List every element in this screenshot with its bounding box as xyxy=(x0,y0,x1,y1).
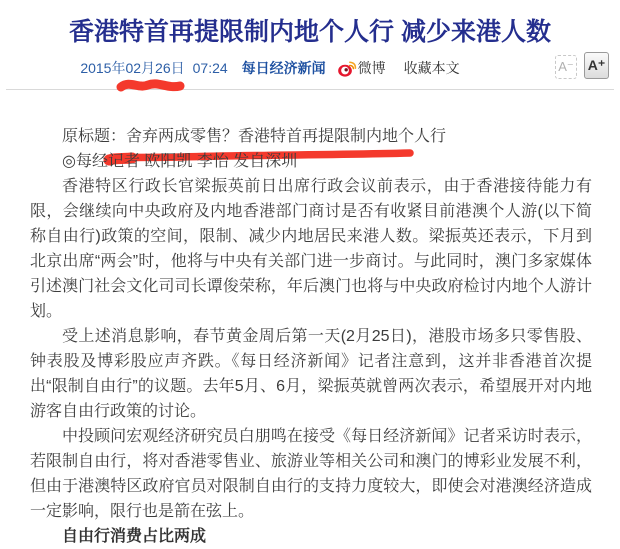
font-decrease-button[interactable]: A⁻ xyxy=(555,55,577,79)
weibo-share-button[interactable] xyxy=(338,58,386,78)
font-size-controls xyxy=(555,52,609,79)
article-title: 香港特首再提限制内地个人行 减少来港人数 xyxy=(69,18,551,46)
article-body xyxy=(30,124,592,549)
article-paragraph: 香港特区行政长官梁振英前日出席行政会议前表示，由于香港接待能力有限，会继续向中央政府及内地香港部门商讨是否有收紧目前港澳个人游(以下简称自由行)政策的空间，限制、减少内地居民来港人数。梁振英还表示，下月到北京出席“两会”时，他将与中央有关部门进一步商讨。与此同时，澳门多家媒体引述澳门社会文化司司长谭俊荣称，年后澳门也将与中央政府检讨内地个人游计划。 xyxy=(30,178,592,320)
article-paragraph: 中投顾问宏观经济研究员白朋鸣在接受《每日经济新闻》记者采访时表示，若限制自由行，将对香港零售业、旅游业等相关公司和澳门的博彩业发展不利，但由于港澳特区政府官员对限制自由行的支持力度较大，即使会对港澳经济造成一定影响，限行也是箭在弦上。 xyxy=(30,428,592,520)
weibo-label: 微博 xyxy=(357,60,386,76)
source-link[interactable]: 每日经济新闻 xyxy=(241,60,326,76)
article-meta-row xyxy=(0,58,540,78)
section-subheading: 自由行消费占比两成 xyxy=(62,528,207,545)
original-title-line: 原标题：舍弃两成零售？香港特首再提限制内地个人行 xyxy=(62,128,447,145)
publish-time: 07:24 xyxy=(192,60,228,76)
font-increase-button[interactable]: A⁺ xyxy=(584,52,609,79)
article-paragraph: 受上述消息影响，春节黄金周后第一天(2月25日)，港股市场多只零售股、钟表股及博彩股应声齐跌。《每日经济新闻》记者注意到，这并非香港首次提出“限制自由行”的议题。去年5月、6月，梁振英就曾两次表示，希望展开对内地游客自由行政策的讨论。 xyxy=(30,328,592,420)
favorite-article-link[interactable]: 收藏本文 xyxy=(403,60,460,76)
header-divider xyxy=(6,89,614,90)
publish-date: 2015年02月26日 xyxy=(80,60,185,76)
byline: ◎每经记者 欧阳凯 李怡 发自深圳 xyxy=(62,153,298,170)
weibo-icon xyxy=(338,59,356,77)
